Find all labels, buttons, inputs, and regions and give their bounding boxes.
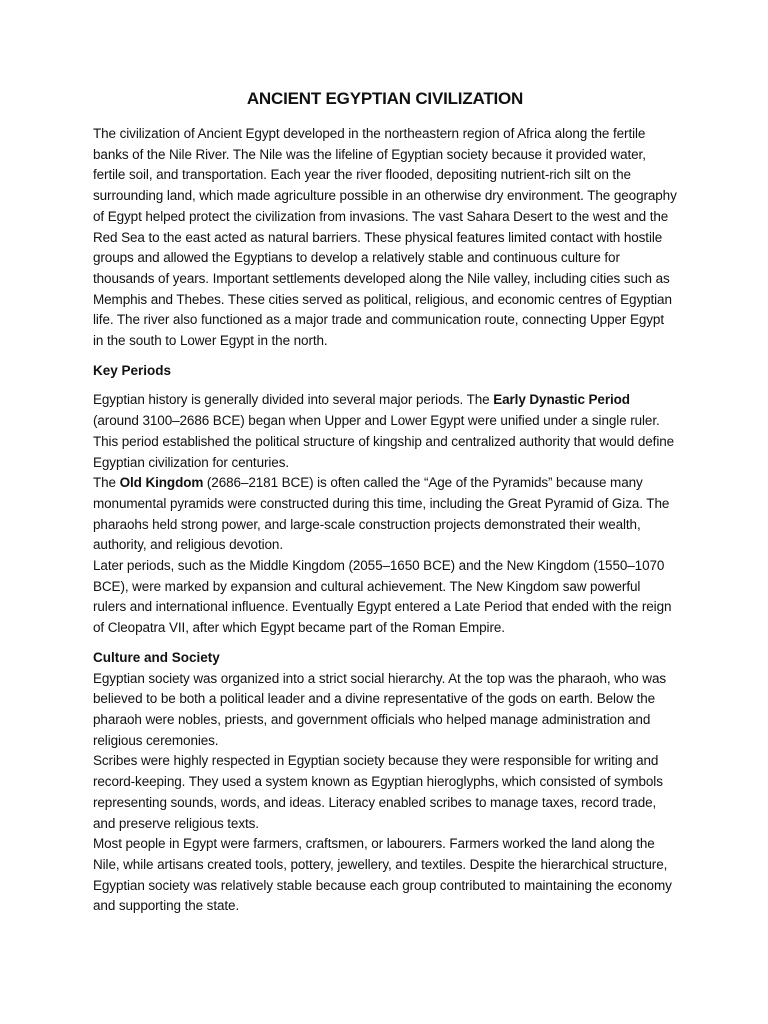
paragraph-text: (around 3100–2686 BCE) began when Upper and Lower Egypt were unified under a single ruler. This period established the political structure of kingship and centralized authority that would define Egyptian civilization for centuries. [93, 413, 675, 470]
hierarchy-paragraph: Egyptian society was organized into a strict social hierarchy. At the top was the pharaoh, who was believed to be both a political leader and a divine representative of the gods on earth. Below the pharaoh were nobles, priests, and government officials who helped manage administration and religious ceremonies. [93, 670, 667, 748]
later-periods-paragraph: Later periods, such as the Middle Kingdom (2055–1650 BCE) and the New Kingdom (1550–1070 BCE), were marked by expansion and cultural achievement. The New Kingdom saw powerful rulers and international influence. Eventually Egypt entered a Late Period that ended with the reign of Cleopatra VII, after which Egypt became part of the Roman Empire. [93, 558, 672, 636]
bold-term: Early Dynastic Period [493, 392, 630, 408]
farmers-paragraph: Most people in Egypt were farmers, craftsmen, or labourers. Farmers worked the land along the Nile, while artisans created tools, pottery, jewellery, and textiles. Despite the hierarchical structure, Egyptian society was relatively stable because each group contributed to maintaining the economy and supporting the state. [93, 836, 672, 914]
old-kingdom-paragraph [93, 473, 677, 556]
document-title: ANCIENT EGYPTIAN CIVILIZATION [246, 89, 524, 108]
paragraph-text: Egyptian history is generally divided into several major periods. The [93, 392, 494, 408]
scribes-paragraph: Scribes were highly respected in Egyptian society because they were responsible for writing and record-keeping. They used a system known as Egyptian hieroglyphs, which consisted of symbols representing sounds, words, and ideas. Literacy enabled scribes to manage taxes, record trade, and preserve religious texts. [93, 753, 663, 831]
key-periods-heading: Key Periods [93, 362, 172, 378]
paragraph-text: The [93, 475, 120, 491]
intro-paragraph: The civilization of Ancient Egypt developed in the northeastern region of Africa along the fertile banks of the Nile River. The Nile was the lifeline of Egyptian society because it provided water, fertile soil, and transportation. Each year the river flooded, depositing nutrient-rich silt on the surrounding land, which made agriculture possible in an otherwise dry environment. The geography of Egypt helped protect the civilization from invasions. The vast Sahara Desert to the west and the Red Sea to the east acted as natural barriers. These physical features limited contact with hostile groups and allowed the Egyptians to develop a relatively stable and continuous culture for thousands of years. Important settlements developed along the Nile valley, including cities such as Memphis and Thebes. These cities served as political, religious, and economic centres of Egyptian life. The river also functioned as a major trade and communication route, connecting Upper Egypt in the south to Lower Egypt in the north. [93, 126, 677, 349]
document-page [93, 88, 677, 917]
bold-term: Old Kingdom [119, 475, 204, 491]
early-dynastic-paragraph [93, 390, 677, 473]
paragraph-text: (2686–2181 BCE) is often called the “Age of the Pyramids” because many monumental pyramids were constructed during this time, including the Great Pyramid of Giza. The pharaohs held strong power, and large-scale construction projects demonstrated their wealth, authority, and religious devotion. [93, 475, 670, 553]
culture-heading: Culture and Society [93, 649, 220, 665]
